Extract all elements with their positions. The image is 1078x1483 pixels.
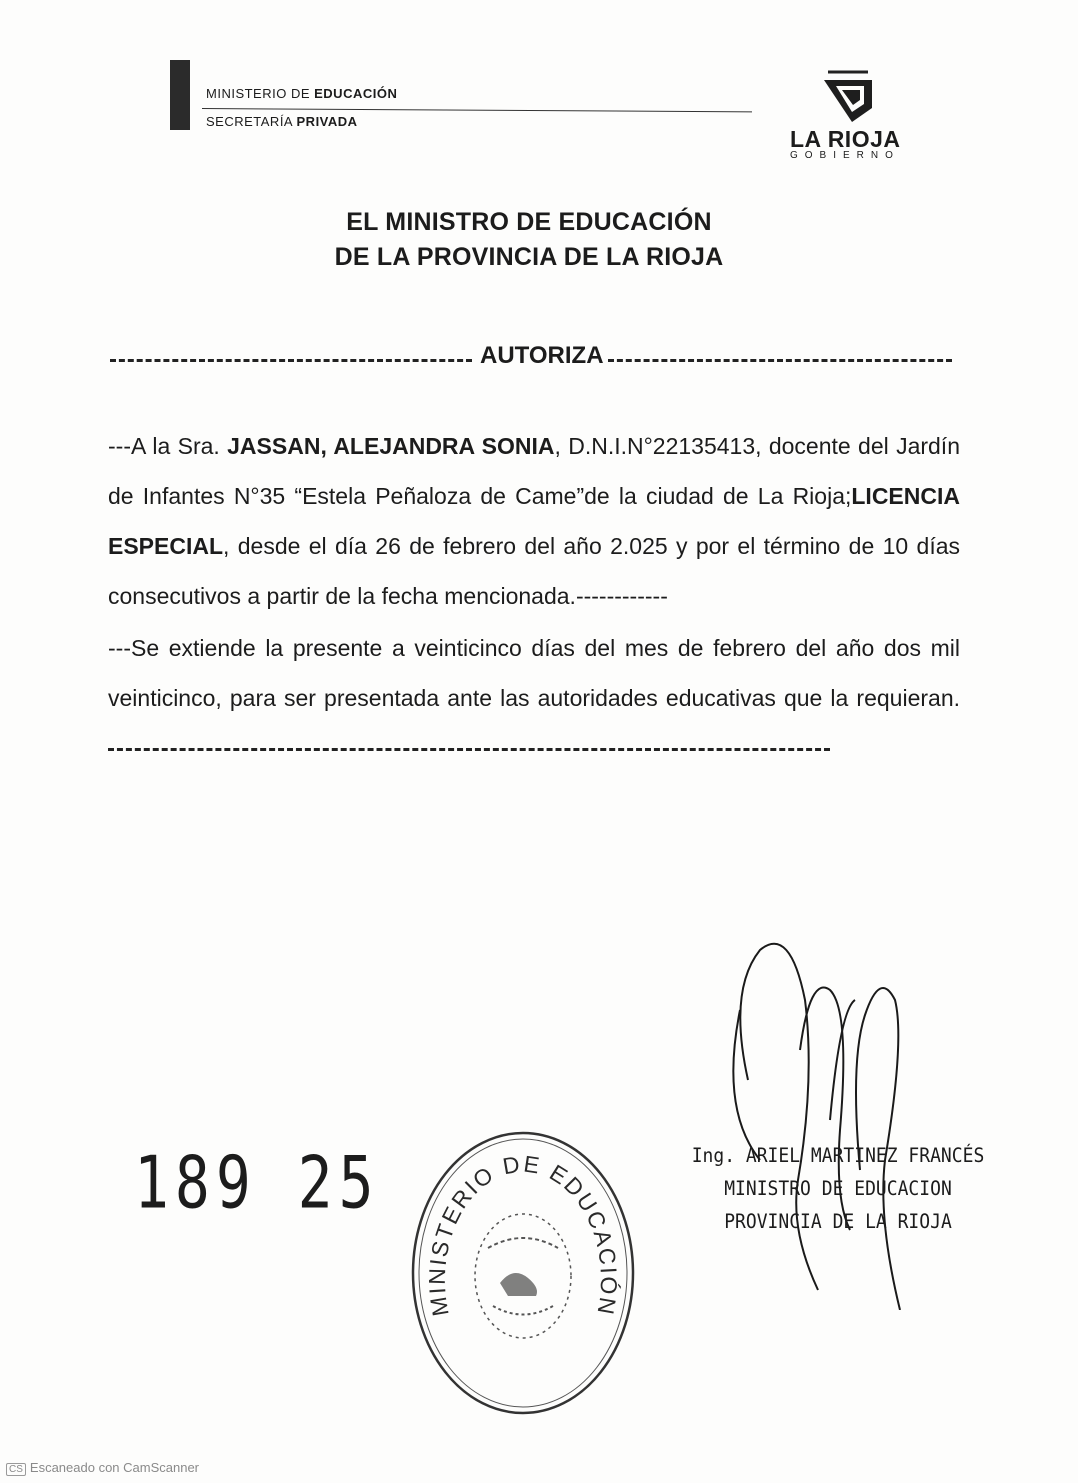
document-number: 189 25 bbox=[134, 1140, 380, 1225]
scanner-footer: CS Escaneado con CamScanner bbox=[6, 1460, 199, 1476]
la-rioja-shield-icon bbox=[822, 68, 878, 126]
license-type: LICENCIA ESPECIAL bbox=[108, 483, 960, 559]
title-line-2: DE LA PROVINCIA DE LA RIOJA bbox=[334, 243, 724, 271]
autoriza-heading: AUTORIZA bbox=[480, 342, 604, 369]
teacher-name: JASSAN, ALEJANDRA SONIA bbox=[227, 433, 555, 459]
header-bar bbox=[170, 60, 190, 130]
logo-subtitle: GOBIERNO bbox=[790, 150, 900, 161]
logo-name: LA RIOJA bbox=[790, 126, 901, 152]
header-divider bbox=[202, 108, 752, 112]
handwritten-signature bbox=[700, 930, 930, 1310]
secretary-name: SECRETARÍA PRIVADA bbox=[206, 114, 358, 129]
dash-rule-right bbox=[608, 359, 952, 362]
dash-fill-rule bbox=[108, 748, 830, 751]
camscanner-icon: CS bbox=[6, 1463, 26, 1476]
ministry-name: MINISTERIO DE EDUCACIÓN bbox=[206, 86, 398, 101]
issue-paragraph: ---Se extiende la presente a veinticinco días del mes de febrero del año dos mil veinticinco, para ser presentada ante las autoridades educativas que la requieran. bbox=[108, 623, 960, 773]
authorization-paragraph: ---A la Sra. JASSAN, ALEJANDRA SONIA, D.N.I.N°22135413, docente del Jardín de Infantes N°35 “Estela Peñaloza de Came”de la ciudad de La Rioja;LICENCIA ESPECIAL, desde el día 26 de febrero del año 2.025 y por el término de 10 días consecutivos a partir de la fecha mencionada.------------ bbox=[108, 433, 960, 609]
dash-rule-left bbox=[110, 359, 472, 362]
svg-text:MINISTERIO DE EDUCACIÓN: MINISTERIO DE EDUCACIÓN bbox=[423, 1150, 623, 1319]
signatory-name: Ing. ARIEL MARTINEZ FRANCÉS bbox=[691, 1144, 985, 1168]
ministry-seal-stamp bbox=[408, 1128, 638, 1418]
signatory-role: MINISTRO DE EDUCACION bbox=[724, 1177, 952, 1201]
title-line-1: EL MINISTRO DE EDUCACIÓN bbox=[346, 208, 712, 236]
signatory-block bbox=[688, 1140, 988, 1239]
signatory-province: PROVINCIA DE LA RIOJA bbox=[724, 1210, 952, 1234]
autoriza-heading-row bbox=[110, 342, 952, 376]
